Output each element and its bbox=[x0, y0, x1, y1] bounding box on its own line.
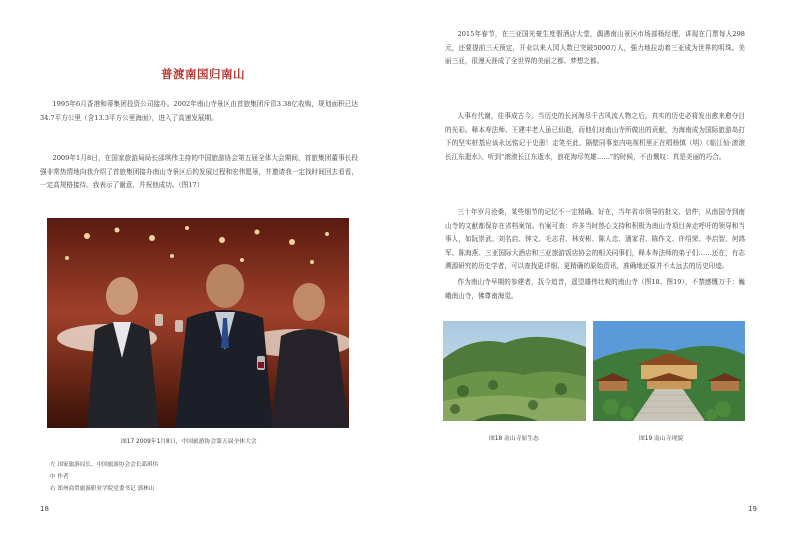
left-paragraph-1: 1995年6月香港和蒂集团投资公司接办。2002年南山寺景区由首旅集团斥资3.38亿收购，规划面积已达34.7平方公里（含13.3平方公里海面），进入了高速发展期。 bbox=[40, 100, 358, 122]
figure-note-middle: 中 作者 bbox=[50, 474, 69, 480]
figure-18-photo bbox=[443, 321, 586, 421]
page-number-right: 19 bbox=[748, 505, 757, 513]
right-page bbox=[397, 0, 794, 543]
right-paragraph-3: 三十年岁月沧桑，某些细节的记忆不一定精确。好在，当年省市领导的批文、信件，从南国寺到南山寺的文献都保存在省档案馆。有案可查：许多当时热心支持和积极为南山寺项目奔走呼吁的领导和当事人，如阮崇武、刘名启、钟文、毛志君、林安彬、陈人忠、潘家君、陈作文、许绍荣、李启智、何鸿军、陈海燕、三亚国际大酒店和三亚旅游饭店协会的相关同事们，释本寿法师的弟子们……还在，有志溯源研究的历史学者，可以查找更详细、更精确的原始资讯，准确地还原并不太远去的历史印迹。 bbox=[445, 208, 745, 271]
figure-note-right: 右 郑州商贸旅游职业学院党委书记 郭林山 bbox=[50, 486, 155, 492]
right-paragraph-1: 2015年春节，在三亚国光豪生度假酒店大堂，偶遇南山景区市场部杨经理，讲现在门票每人298元，还要提前三天预定，开业以来人园人数已突破5000万人，强力地拉动着三亚成为世界的明珠。美丽三亚，很漫天涯成了全世界的美丽之都、梦想之都。 bbox=[445, 30, 745, 66]
figure-18-caption: 图18 南山寺原生态 bbox=[489, 436, 539, 442]
figure-19-photo bbox=[593, 321, 745, 421]
figure-17-photo bbox=[47, 218, 349, 428]
figure-17-caption: 图17 2009年1月8日，中国旅游协会第五届全体大会 bbox=[121, 439, 257, 445]
figure-19-caption: 图19 南山寺现貌 bbox=[639, 436, 684, 442]
article-title: 普渡南国归南山 bbox=[161, 67, 245, 81]
right-paragraph-2: 人事有代谢，往事成古今。当历史的长河淘尽千古风流人物之后，真实的历史必将发出愈来愈夺目的光彩。释本寿法师、王建丰老人虽已仙逝，而他们对南山寺所做出的贡献，为海南成为国际旅游岛打下的坚实桩基应该永远铭记于史册！走笔至此，隔壁同事室内电视机里正在唱杨慎（明）《临江仙·滚滚长江东逝水》。听到“滚滚长江东逝水，浪花淘尽英雄……”的时候，不由慨叹：真是美丽的巧合。 bbox=[445, 112, 745, 161]
right-paragraph-4: 作为南山寺早期的参建者，抚今追昔，遥望雄伟壮观的南山寺（图18、图19），不禁感慨万千：巍峨南山寺，佛尊南海觉。 bbox=[445, 278, 745, 300]
page-number-left: 18 bbox=[40, 505, 49, 513]
figure-note-left: 左 国家旅游局长、中国旅游协会会长邵琪伟 bbox=[50, 462, 159, 468]
left-paragraph-2: 2009年1月8日，在国家旅游局局长邵琪伟主持的中国旅游协会第五届全体大会期间，首旅集团董事长段强非常热情地向我介绍了首旅集团接办南山寺景区后的发展过程和宏伟愿景，并邀请我一定找时间回去看看，一定高规格接待。我表示了谢意，并祝他成功。（图17） bbox=[40, 154, 358, 190]
